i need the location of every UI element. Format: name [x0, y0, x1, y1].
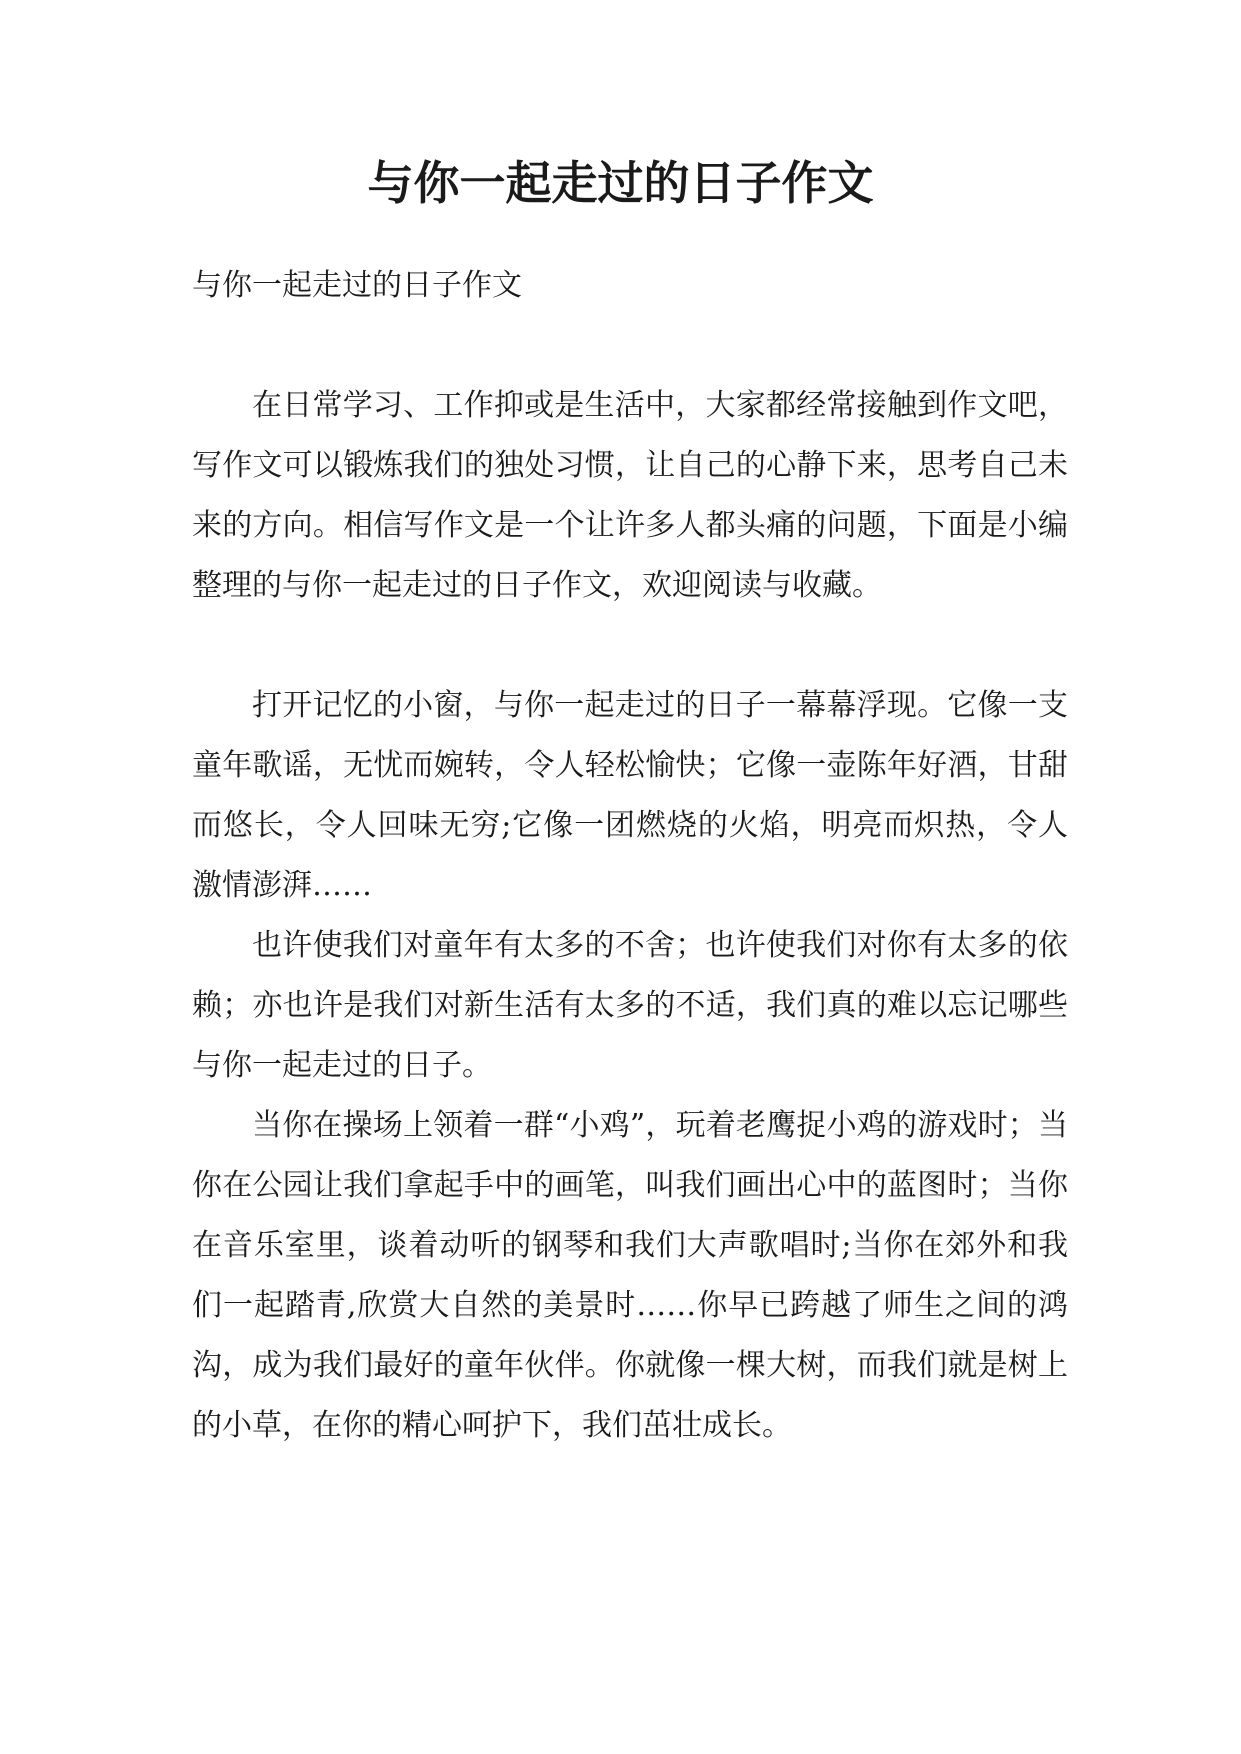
document-title: 与你一起走过的日子作文: [367, 156, 874, 210]
paragraph-memory: 打开记忆的小窗，与你一起走过的日子一幕幕浮现。它像一支童年歌谣，无忧而婉转，令人轻松愉快；它像一壶陈年好酒，甘甜而悠长，令人回味无穷;它像一团燃烧的火焰，明亮而炽热，令人激情澎湃……: [192, 688, 1068, 903]
document-body: [192, 256, 1068, 1456]
paragraph-reluctance: 也许使我们对童年有太多的不舍；也许使我们对你有太多的依赖；亦也许是我们对新生活有太多的不适，我们真的难以忘记哪些与你一起走过的日子。: [192, 928, 1068, 1083]
document-subtitle: 与你一起走过的日子作文: [192, 268, 522, 303]
paragraph-intro: 在日常学习、工作抑或是生活中，大家都经常接触到作文吧，写作文可以锻炼我们的独处习惯，让自己的心静下来，思考自己未来的方向。相信写作文是一个让许多人都头痛的问题，下面是小编整理的与你一起走过的日子作文，欢迎阅读与收藏。: [192, 388, 1068, 603]
paragraph-companion: 当你在操场上领着一群“小鸡”，玩着老鹰捉小鸡的游戏时；当你在公园让我们拿起手中的画笔，叫我们画出心中的蓝图时；当你在音乐室里，谈着动听的钢琴和我们大声歌唱时;当你在郊外和我们一起踏青,欣赏大自然的美景时……你早已跨越了师生之间的鸿沟，成为我们最好的童年伙伴。你就像一棵大树，而我们就是树上的小草，在你的精心呵护下，我们茁壮成长。: [192, 1108, 1068, 1443]
